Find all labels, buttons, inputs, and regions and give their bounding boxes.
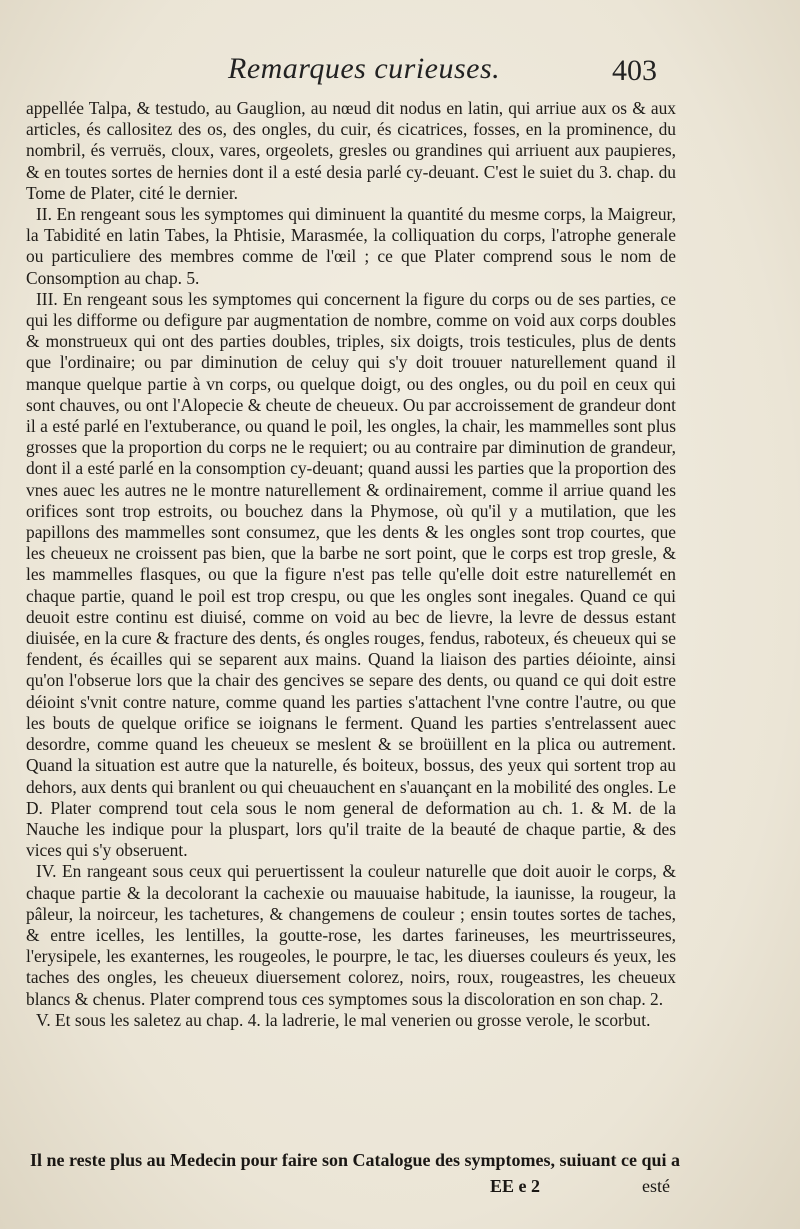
signature-mark: EE e 2: [490, 1176, 541, 1196]
body-text: [26, 98, 676, 1031]
closing-line: Il ne reste plus au Medecin pour faire son Catalogue des symptomes, suiuant ce qui a: [30, 1150, 681, 1170]
paragraph-continuation: appellée Talpa, & testudo, au Gauglion, au nœud dit nodus en latin, qui arriue aux os & aux articles, és callositez des os, des ongles, du cuir, és cicatrices, fosses, en la prominence, du nombril, és verruës, cloux, vares, orgeolets, gresles ou grandines qui arriuent aux paupieres, & en toutes sortes de hernies dont il a esté desia parlé cy-deuant. C'est le suiet du 3. chap. du Tome de Plater, cité le dernier.: [26, 98, 676, 203]
paragraph-iv: IV. En rangeant sous ceux qui peruertissent la couleur naturelle que doit auoir le corps, & chaque partie & la decolorant la cachexie ou mauuaise habitude, la iaunisse, la rougeur, la pâleur, la noirceur, les tachetures, & changemens de couleur ; ensin toutes sortes de taches, & entre icelles, les lentilles, la goutte-rose, les dartes farineuses, les meurtrisseures, l'erysipele, les exanternes, les rougeoles, le pourpre, le tac, les diuerses couleurs és yeux, les taches des ongles, les cheueux diuersement colorez, noirs, roux, rougeastres, les cheueux blancs & chenus. Plater comprend tous ces symptomes sous la discoloration en son chap. 2.: [26, 861, 676, 1009]
paragraph-iii: III. En rengeant sous les symptomes qui concernent la figure du corps ou de ses parties, ce qui les difforme ou defigure par augmentation de nombre, comme on void aux corps doubles & monstrueux qui ont des parties doubles, triples, six doigts, trois testicules, plus de dents que l'ordinaire; ou par diminution de celuy qui s'y doit trouuer naturellement quand il manque quelque partie à vn corps, ou quelque doigt, ou des ongles, ou du poil en ceux qui sont chauves, ou ont l'Alopecie & cheute de cheueux. Ou par accroissement de grandeur dont il a esté parlé en l'extuberance, ou quand le poil, les ongles, la chair, les mammelles sont plus grosses que la proportion du corps ne le requiert; ou au contraire par diminution de grandeur, dont il a esté parlé en la consomption cy-deuant; quand aussi les parties que la proportion des vnes auec les autres ne le montre naturellement & ordinairement, comme il arriue quand les orifices sont trop estroits, ou bouchez dans la Phymose, où qu'il y a mutilation, que les papillons des mammelles sont consumez, que les dents & les ongles sont trop courtes, que les cheueux ne croissent pas bien, que la barbe ne sort point, que le corps est trop gresle, & les mammelles flasques, ou que la figure n'est pas telle qu'elle doit estre naturellemét en chaque partie, quand le poil est trop crespu, ou que les ongles sont inegales. Quand ce qui deuoit estre continu est diuisé, comme on void au bec de lievre, la levre de dessus estant diuisée, en la cure & fracture des dents, és ongles rouges, fendus, raboteux, és cheueux qui se fendent, és écailles qui se separent aux mains. Quand la liaison des parties déiointe, ainsi qu'on l'obserue lors que la chair des gencives se separe des dents, ou quand ce qui doit estre déioint s'vnit contre nature, comme quand les parties s'attachent l'vne contre l'autre, ou que les bouts de quelque orifice se ioignans le ferment. Quand les parties s'entrelassent auec desordre, comme quand les cheueux se meslent & se broüillent en la plica ou autrement. Quand la situation est autre que la naturelle, és boiteux, bossus, des yeux qui sortent trop au dehors, aux dents qui branlent ou qui cheuauchent en s'auançant en la mobilité des ongles. Le D. Plater comprend tout cela sous le nom general de deformation au ch. 1. & M. de la Nauche les indique pour la pluspart, lors qu'il traite de la beauté de chaque partie, & des vices qui s'y obseruent.: [26, 288, 676, 861]
page-number: 403: [612, 54, 657, 87]
running-title: Remarques curieuses.: [228, 52, 501, 85]
catchword: esté: [642, 1176, 670, 1196]
page-footer: [30, 1150, 681, 1196]
page-header: [0, 52, 800, 98]
paragraph-v: V. Et sous les saletez au chap. 4. la ladrerie, le mal venerien ou grosse verole, le scorbut.: [36, 1009, 651, 1030]
paragraph-ii: II. En rengeant sous les symptomes qui diminuent la quantité du mesme corps, la Maigreur, la Tabidité en latin Tabes, la Phtisie, Marasmée, la colliquation du corps, l'atrophe generale ou particuliere des membres comme de l'œil ; ce que Plater comprend sous le nom de Consomption au chap. 5.: [26, 204, 676, 288]
